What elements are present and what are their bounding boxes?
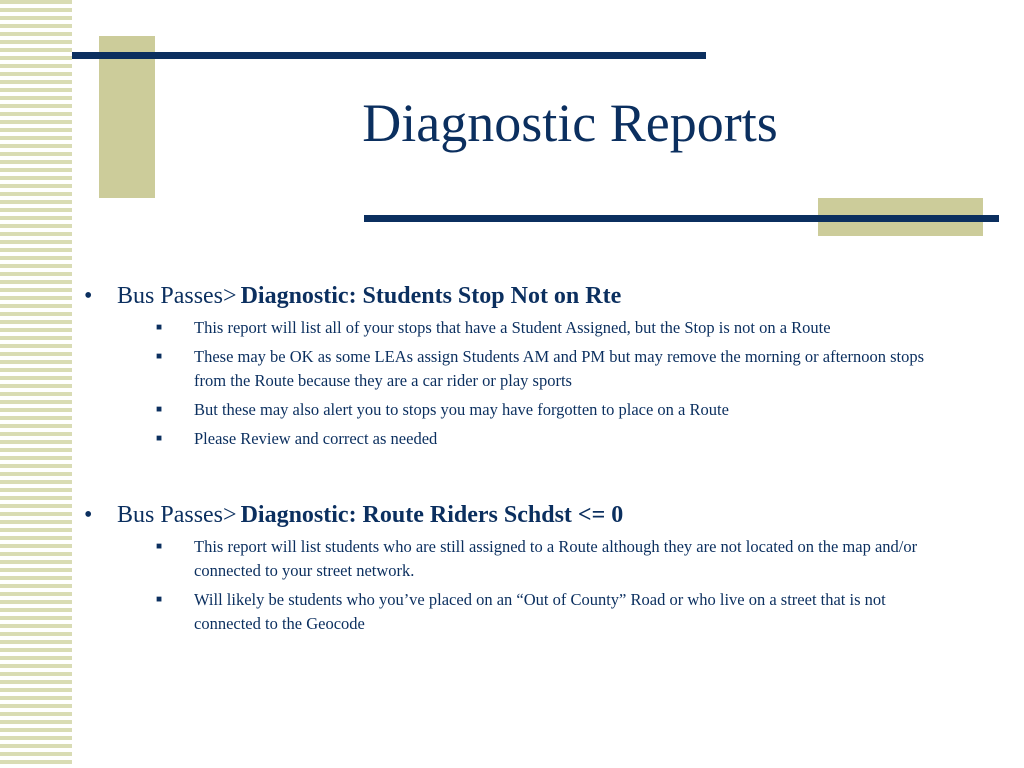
sub-bullet-text: Will likely be students who you’ve placed on an “Out of County” Road or who live on a street that is not connected to the Geocode [194,590,886,633]
sub-bullet-item [154,316,954,340]
main-bullet [84,501,984,529]
sub-bullet-item [154,535,954,583]
sub-bullet-item [154,345,954,393]
square-bullet-icon: ■ [156,541,163,552]
sub-bullet-item [154,427,954,451]
sub-bullet-text: Please Review and correct as needed [194,429,438,448]
sub-bullet-text: This report will list all of your stops that have a Student Assigned, but the Stop is not on a Route [194,318,831,337]
main-bullet [84,282,984,310]
navy-rule-top [72,52,706,59]
olive-block-top-left [99,36,155,198]
bullet-dot-icon: • [84,283,93,309]
bullet-prefix: Bus Passes> [117,283,237,309]
bullet-prefix: Bus Passes> [117,502,237,528]
square-bullet-icon: ■ [156,404,163,415]
bullet-report-name: Diagnostic: Route Riders Schdst <= 0 [240,502,624,528]
sub-bullet-list [154,535,954,636]
section-students-stop [84,282,984,456]
square-bullet-icon: ■ [156,594,163,605]
sub-bullet-item [154,398,954,422]
navy-rule-bottom [364,215,999,222]
left-stripe-decoration [0,0,72,768]
section-route-riders [84,501,984,641]
sub-bullet-text: But these may also alert you to stops you may have forgotten to place on a Route [194,400,729,419]
sub-bullet-item [154,588,954,636]
slide-title: Diagnostic Reports [362,93,778,153]
bullet-report-name: Diagnostic: Students Stop Not on Rte [240,283,622,309]
square-bullet-icon: ■ [156,322,163,333]
square-bullet-icon: ■ [156,433,163,444]
sub-bullet-text: These may be OK as some LEAs assign Students AM and PM but may remove the morning or afternoon stops from the Route because they are a car rider or play sports [194,347,925,390]
bullet-dot-icon: • [84,502,93,528]
square-bullet-icon: ■ [156,351,163,362]
sub-bullet-text: This report will list students who are still assigned to a Route although they are not located on the map and/or connected to your street network. [194,537,918,580]
sub-bullet-list [154,316,954,451]
